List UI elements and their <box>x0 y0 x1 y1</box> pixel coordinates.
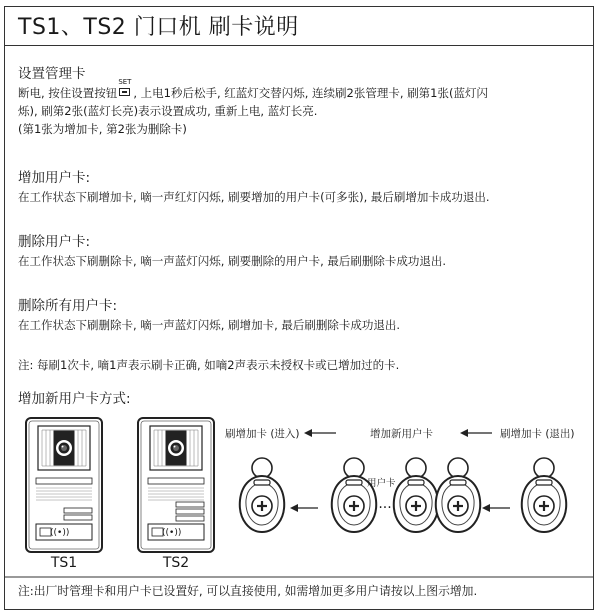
section-heading-add-method: 增加新用户卡方式: <box>18 391 131 407</box>
device-label-ts2: TS2 <box>162 555 190 571</box>
arrow-head-icon <box>304 429 312 437</box>
ellipsis-dots: ··· <box>378 500 392 516</box>
rfid-tag-icon <box>240 458 284 532</box>
rfid-tag-icon <box>394 458 438 532</box>
set-label: SET <box>118 78 132 86</box>
section-line: 烁), 刷第2张(蓝灯长亮)表示设置成功, 重新上电, 蓝灯长亮. <box>18 104 318 118</box>
arrow-head-icon <box>290 504 298 512</box>
arrow-head-icon <box>482 504 490 512</box>
text-fragment: 断电, 按住设置按钮 <box>18 86 118 100</box>
user-card-label: 用户卡 <box>367 478 396 489</box>
section-line: 在工作状态下刷删除卡, 嘀一声蓝灯闪烁, 刷要删除的用户卡, 最后刷删除卡成功退出. <box>18 254 447 268</box>
rfid-symbol: ((•)) <box>50 528 70 538</box>
section-line: 在工作状态下刷增加卡, 嘀一声红灯闪烁, 刷要增加的用户卡(可多张), 最后刷增加卡成功退出. <box>18 190 490 204</box>
arrow-head-icon <box>460 429 468 437</box>
section-heading: 增加用户卡: <box>18 170 91 186</box>
flow-label-enter: 刷增加卡 (进入) <box>225 428 300 440</box>
flow-label-middle: 增加新用户卡 <box>370 428 433 440</box>
device-label-ts1: TS1 <box>50 555 78 571</box>
rfid-symbol: ((•)) <box>162 528 182 538</box>
text-fragment: , 上电1秒后松手, 红蓝灯交替闪烁, 连续刷2张管理卡, 刷第1张(蓝灯闪 <box>133 86 488 100</box>
rfid-tag-icon <box>332 458 376 532</box>
footer-note: 注:出厂时管理卡和用户卡已设置好, 可以直接使用, 如需增加更多用户请按以上图示增加. <box>18 584 478 598</box>
rfid-tag-icon <box>522 458 566 532</box>
section-line: (第1张为增加卡, 第2张为删除卡) <box>18 122 187 136</box>
note-line: 注: 每刷1次卡, 嘀1声表示刷卡正确, 如嘀2声表示未授权卡或已增加过的卡. <box>18 358 400 372</box>
section-heading: 删除用户卡: <box>18 234 91 250</box>
page-title: TS1、TS2 门口机 刷卡说明 <box>18 15 299 40</box>
rfid-tag-icon <box>436 458 480 532</box>
section-heading: 设置管理卡 <box>18 66 86 82</box>
flow-label-exit: 刷增加卡 (退出) <box>500 428 575 440</box>
section-line: 在工作状态下刷删除卡, 嘀一声蓝灯闪烁, 刷增加卡, 最后刷删除卡成功退出. <box>18 318 401 332</box>
section-heading: 删除所有用户卡: <box>18 298 118 314</box>
